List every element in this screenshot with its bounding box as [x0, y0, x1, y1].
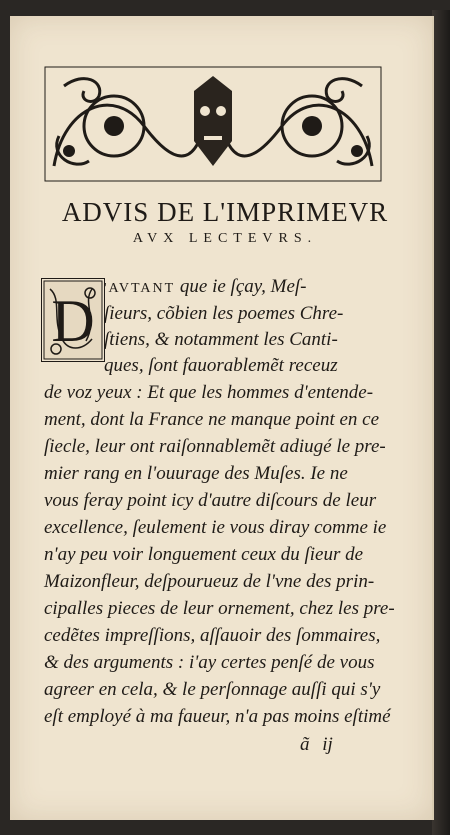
- dropcap-initial: [41, 278, 105, 362]
- text-line-5: de voz yeux : Et que les hommes d'entende-: [44, 382, 374, 403]
- text-line-12: Maizonfleur, deſpourueuz de l'vne des prin-: [44, 571, 375, 592]
- text-line-17: eſt employé à ma faueur, n'a pas moins eſtimé: [44, 706, 391, 727]
- title-line-1: ADVIS DE L'IMPRIMEVR: [61, 197, 389, 227]
- book-gutter: [432, 10, 450, 835]
- text-line-10: excellence, ſeulement ie vous diray comme ie: [44, 517, 387, 538]
- text-line-6: ment, dont la France ne manque point en ce: [44, 409, 380, 430]
- headpiece-ornament: [44, 66, 382, 182]
- smallcaps-opening: 'AVTANT: [104, 281, 176, 296]
- title-line-2: AVX LECTEVRS.: [132, 231, 318, 246]
- text-line-4: ques, ſont fauorablemẽt receuz: [104, 355, 338, 376]
- line-1-rest: que ie ſçay, Meſ-: [175, 276, 307, 297]
- text-line-7: ſiecle, leur ont raiſonnablemẽt adiugé le pre-: [44, 436, 386, 457]
- text-line-3: ſtiens, & notamment les Canti-: [104, 329, 338, 350]
- text-line-9: vous feray point icy d'autre diſcours de leur: [44, 490, 377, 511]
- text-line-16: agreer en cela, & le perſonnage auſſi qui s'y: [44, 679, 381, 700]
- text-line-15: & des arguments : i'ay certes penſé de vous: [44, 652, 375, 673]
- dropcap-letter: D: [51, 288, 95, 354]
- catchword: ã ij: [300, 734, 333, 755]
- text-line-1: [104, 277, 307, 296]
- text-line-8: mier rang en l'ouurage des Muſes. Ie ne: [44, 463, 348, 484]
- text-line-13: cipalles pieces de leur ornement, chez les pre-: [44, 598, 395, 619]
- text-line-2: ſieurs, cõbien les poemes Chre-: [104, 303, 344, 324]
- text-line-14: cedẽtes impreſſions, aſſauoir des ſommaires,: [44, 625, 381, 646]
- text-line-11: n'ay peu voir longuement ceux du ſieur de: [44, 544, 364, 565]
